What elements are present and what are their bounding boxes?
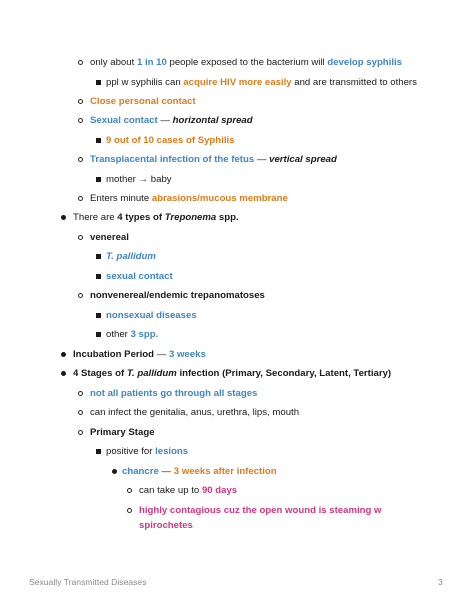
bold-italic-text: Treponema xyxy=(164,212,217,223)
list-item xyxy=(106,76,417,89)
highlight-blue: 3 weeks xyxy=(168,349,206,360)
list-item xyxy=(90,114,253,127)
bold-text: Incubation Period xyxy=(73,349,155,360)
highlight-blue: sexual contact xyxy=(106,271,173,282)
hollow-bullet-icon xyxy=(78,391,83,396)
list-item xyxy=(90,56,402,69)
text: and are transmitted to others xyxy=(291,77,417,88)
highlight-blue: develop syphilis xyxy=(327,57,403,68)
list-item xyxy=(139,504,382,517)
list-item xyxy=(73,367,391,380)
hollow-bullet-icon xyxy=(78,196,83,201)
page-number: 3 xyxy=(438,577,443,587)
highlight-orange: abrasions/mucous membrane xyxy=(151,193,288,204)
highlight-magenta: highly contagious cuz the open wound is steaming w xyxy=(139,505,382,516)
list-item xyxy=(90,406,299,419)
text: Enters minute xyxy=(90,193,152,204)
bold-text: nonvenereal/endemic trepanomatoses xyxy=(90,290,265,301)
square-bullet-icon xyxy=(96,449,101,454)
highlight-orange: Close personal contact xyxy=(90,96,196,107)
bold-text: spp. xyxy=(216,212,239,223)
text: people exposed to the bacterium will xyxy=(166,57,328,68)
hollow-bullet-icon xyxy=(78,157,83,162)
list-item xyxy=(106,134,235,147)
highlight-magenta: 90 days xyxy=(201,485,238,496)
bold-text: 4 Stages of xyxy=(73,368,127,379)
text: mother → baby xyxy=(106,174,172,185)
highlight-orange: 9 out of 10 cases of Syphilis xyxy=(106,135,235,146)
text: can infect the genitalia, anus, urethra, lips, mouth xyxy=(90,407,300,418)
hollow-bullet-icon xyxy=(78,235,83,240)
list-item xyxy=(122,465,277,478)
list-item xyxy=(90,95,196,108)
list-item xyxy=(90,231,129,244)
highlight-orange: acquire HIV more easily xyxy=(183,77,292,88)
bold-italic-text: T. pallidum xyxy=(126,368,177,379)
highlight-blue: chancre xyxy=(122,466,159,477)
bold-text: 4 types of xyxy=(117,212,165,223)
text: ppl w syphilis can xyxy=(106,77,184,88)
footer-title: Sexually Transmitted Diseases xyxy=(29,577,147,587)
hollow-bullet-icon xyxy=(78,410,83,415)
hollow-bullet-icon xyxy=(78,99,83,104)
list-item xyxy=(90,153,337,166)
list-item xyxy=(106,173,172,186)
bold-text: Primary Stage xyxy=(90,427,155,438)
hollow-bullet-icon xyxy=(127,508,132,513)
list-item xyxy=(90,387,257,400)
text: can take up to xyxy=(139,485,202,496)
square-bullet-icon xyxy=(96,80,101,85)
highlight-magenta: spirochetes xyxy=(139,520,193,531)
text: other xyxy=(106,329,131,340)
hollow-bullet-icon xyxy=(78,293,83,298)
bold-text: venereal xyxy=(90,232,129,243)
filled-bullet-icon xyxy=(61,215,66,220)
hollow-bullet-icon xyxy=(127,488,132,493)
highlight-blue: 3 spp. xyxy=(130,329,159,340)
list-item xyxy=(106,445,188,458)
text: — xyxy=(254,154,270,165)
text: — xyxy=(158,466,174,477)
list-item xyxy=(90,192,288,205)
list-item xyxy=(106,328,158,341)
square-bullet-icon xyxy=(96,254,101,259)
list-item xyxy=(90,426,155,439)
list-item xyxy=(139,484,237,497)
hollow-bullet-icon xyxy=(78,118,83,123)
square-bullet-icon xyxy=(96,274,101,279)
filled-bullet-icon xyxy=(61,371,66,376)
bold-italic-text: horizontal spread xyxy=(172,115,253,126)
filled-bullet-icon xyxy=(112,469,117,474)
highlight-blue-italic: T. pallidum xyxy=(106,251,156,262)
square-bullet-icon xyxy=(96,313,101,318)
list-item xyxy=(106,309,197,322)
highlight-blue: not all patients go through all stages xyxy=(90,388,258,399)
square-bullet-icon xyxy=(96,332,101,337)
square-bullet-icon xyxy=(96,138,101,143)
bold-italic-text: vertical spread xyxy=(269,154,337,165)
bold-text: infection (Primary, Secondary, Latent, Tertiary) xyxy=(176,368,392,379)
text: positive for xyxy=(106,446,156,457)
highlight-blue: Sexual contact xyxy=(90,115,158,126)
list-item xyxy=(73,211,239,224)
filled-bullet-icon xyxy=(61,352,66,357)
highlight-blue: Transplacental infection of the fetus xyxy=(90,154,255,165)
list-item xyxy=(106,250,156,263)
list-item xyxy=(106,270,173,283)
highlight-blue: lesions xyxy=(155,446,189,457)
highlight-blue: nonsexual diseases xyxy=(106,310,197,321)
list-item-continuation xyxy=(139,519,193,532)
list-item xyxy=(73,348,206,361)
highlight-orange: 3 weeks after infection xyxy=(173,466,277,477)
highlight-blue: 1 in 10 xyxy=(136,57,167,68)
hollow-bullet-icon xyxy=(78,430,83,435)
text: only about xyxy=(90,57,137,68)
list-item xyxy=(90,289,265,302)
hollow-bullet-icon xyxy=(78,60,83,65)
text: — xyxy=(154,349,169,360)
text: There are xyxy=(73,212,118,223)
square-bullet-icon xyxy=(96,177,101,182)
text: — xyxy=(157,115,173,126)
